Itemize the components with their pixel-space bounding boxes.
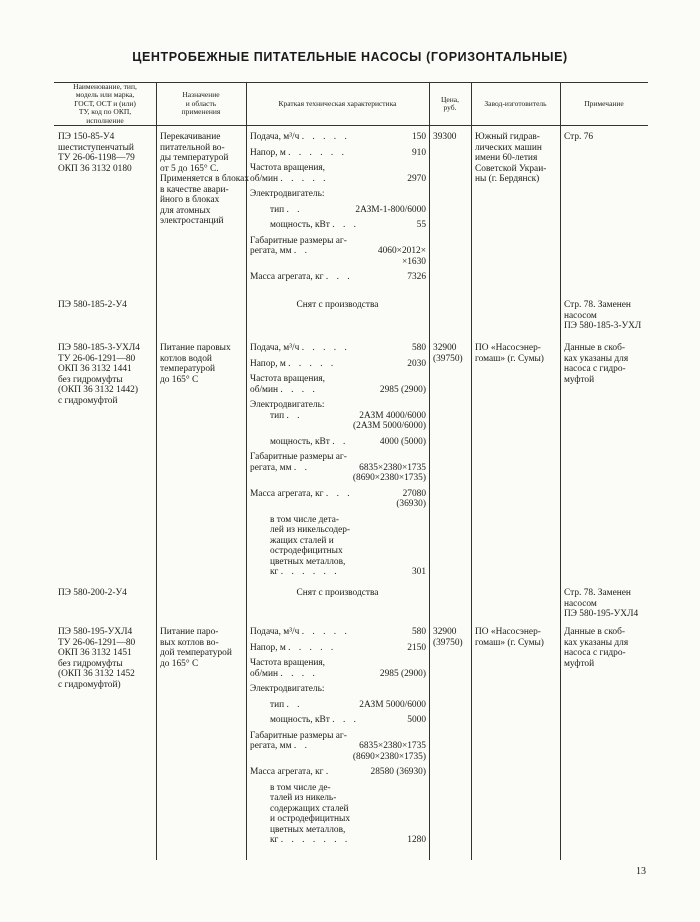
row-price: 39300 — [433, 132, 457, 142]
spec-power: мощность, кВт . . 4000 (5000) — [270, 436, 426, 447]
spec-type: тип . . 2АЗМ 4000/6000 — [270, 410, 426, 421]
row-purpose: Питание паро- вых котлов во- дой температурой до 165° С — [160, 627, 232, 669]
spec-type-2: (2АЗМ 5000/6000) — [353, 421, 426, 431]
header-bottom-rule — [54, 125, 648, 126]
page-number: 13 — [636, 866, 646, 877]
row-status: Снят с производства — [296, 300, 379, 310]
column-divider — [560, 82, 561, 860]
spec-mass-2: (36930) — [396, 499, 426, 509]
spec-speed-label: Частота вращения, — [250, 658, 326, 668]
spec-dims: регата, мм . . 6835×2380×1735 — [250, 462, 426, 473]
spec-dims-label: Габаритные размеры аг- — [250, 730, 347, 741]
spec-motor-label: Электродвигатель: — [250, 684, 325, 694]
spec-speed: об/мин . . . . 2985 (2900) — [250, 384, 426, 395]
spec-dims-2: ×1630 — [401, 256, 426, 267]
row-name: ПЭ 150-85-У4 шестиступенчатый ТУ 26-06-1198—79 ОКП 36 3132 0180 — [58, 132, 135, 174]
header-maker: Завод-изготовитель — [484, 98, 547, 108]
spec-dims-2: (8690×2380×1735) — [352, 473, 426, 483]
spec-included-text: в том числе дета- лей из никельсодер- жащих сталей и остродефицитных цветных металлов, — [270, 514, 351, 567]
spec-dims: регата, мм . . 4060×2012× — [250, 246, 426, 256]
row-name: ПЭ 580-200-2-У4 — [58, 588, 127, 598]
spec-mass: Масса агрегата, кг . . . 7326 — [250, 272, 426, 282]
spec-speed: об/мин . . . . . 2970 — [250, 173, 426, 184]
row-note: Стр. 78. Заменен насосом ПЭ 580-195-УХЛ4 — [564, 588, 639, 619]
row-note: Стр. 78. Заменен насосом ПЭ 580-185-3-УХЛ — [564, 300, 642, 331]
spec-motor-label: Электродвигатель: — [250, 400, 325, 410]
header-purpose: Назначение и область применения — [181, 90, 221, 117]
spec-power: мощность, кВт . . . 5000 — [270, 715, 426, 725]
spec-mass: Масса агрегата, кг . 28580 (36930) — [250, 767, 426, 777]
header-price: Цена, руб. — [441, 94, 459, 112]
row-maker: Южный гидрав- лических машин имени 60-летия Советской Украи- ны (г. Бердянск) — [475, 132, 547, 184]
row-maker: ПО «Насосэнер- гомаш» (г. Сумы) — [475, 343, 544, 364]
row-purpose: Питание паровых котлов водой температурой до 165° С — [160, 343, 231, 385]
spec-dims-2: (8690×2380×1735) — [352, 751, 426, 762]
spec-head: Напор, м . . . . . 2030 — [250, 358, 426, 369]
spec-speed-label: Частота вращения, — [250, 374, 326, 384]
spec-flow: Подача, м³/ч . . . . . 580 — [250, 343, 426, 353]
spec-motor-label: Электродвигатель: — [250, 189, 325, 199]
spec-included: кг . . . . . . 301 — [270, 567, 426, 577]
row-price: 32900 (39750) — [433, 343, 463, 364]
spec-type: тип . . 2АЗМ-1-800/6000 — [270, 204, 426, 215]
row-name: ПЭ 580-195-УХЛ4 ТУ 26-06-1291—80 ОКП 36 3132 1451 без гидромуфты (ОКП 36 3132 1452 с гидромуфтой) — [58, 627, 136, 690]
row-note: Данные в скоб- ках указаны для насоса с гидро- муфтой — [564, 627, 629, 669]
row-note: Стр. 76 — [564, 132, 594, 142]
row-maker: ПО «Насосэнер- гомаш» (г. Сумы) — [475, 627, 544, 648]
spec-head: Напор, м . . . . . 2150 — [250, 642, 426, 653]
column-divider — [156, 82, 157, 860]
spec-mass: Масса агрегата, кг . . . 27080 — [250, 488, 426, 499]
row-spec — [250, 627, 426, 846]
spec-flow: Подача, м³/ч . . . . . 580 — [250, 627, 426, 637]
spec-speed-label: Частота вращения, — [250, 163, 326, 173]
header-name: Наименование, тип, модель или марка, ГОСТ, ОСТ и (или) ТУ, код по ОКП, исполнение — [73, 81, 137, 125]
spec-flow: Подача, м³/ч . . . . . 150 — [250, 132, 426, 142]
spec-dims: регата, мм . . 6835×2380×1735 — [250, 741, 426, 751]
spec-power: мощность, кВт . . . 55 — [270, 220, 426, 230]
row-name: ПЭ 580-185-3-УХЛ4 ТУ 26-06-1291—80 ОКП 36 3132 1441 без гидромуфты (ОКП 36 3132 1442) с гидромуфтой — [58, 343, 140, 406]
spec-dims-label: Габаритные размеры аг- — [250, 235, 347, 246]
spec-included: кг . . . . . . . 1280 — [270, 835, 426, 845]
row-purpose: Перекачивание питательной во- ды температурой от 5 до 165° С. Применяется в блоках в качестве авари- йного в блоках для атомных электростанций — [160, 132, 250, 226]
header-spec: Краткая техническая характеристика — [278, 98, 397, 108]
column-divider — [429, 82, 430, 860]
spec-included-text: в том числе де- талей из никель- содержащих сталей и остродефицитных цветных металлов, — [270, 782, 351, 835]
spec-head: Напор, м . . . . . . 910 — [250, 147, 426, 158]
header-note: Примечание — [584, 98, 624, 108]
column-divider — [471, 82, 472, 860]
row-status: Снят с производства — [296, 588, 379, 598]
row-name: ПЭ 580-185-2-У4 — [58, 300, 127, 310]
page-title: ЦЕНТРОБЕЖНЫЕ ПИТАТЕЛЬНЫЕ НАСОСЫ (ГОРИЗОНТАЛЬНЫЕ) — [132, 50, 568, 64]
row-price: 32900 (39750) — [433, 627, 463, 648]
spec-type: тип . . 2АЗМ 5000/6000 — [270, 699, 426, 710]
spec-dims-label: Габаритные размеры аг- — [250, 452, 347, 462]
row-spec — [250, 343, 426, 578]
table-top-rule — [54, 82, 648, 83]
spec-speed: об/мин . . . . 2985 (2900) — [250, 668, 426, 679]
row-spec — [250, 132, 426, 283]
row-note: Данные в скоб- ках указаны для насоса с гидро- муфтой — [564, 343, 629, 385]
